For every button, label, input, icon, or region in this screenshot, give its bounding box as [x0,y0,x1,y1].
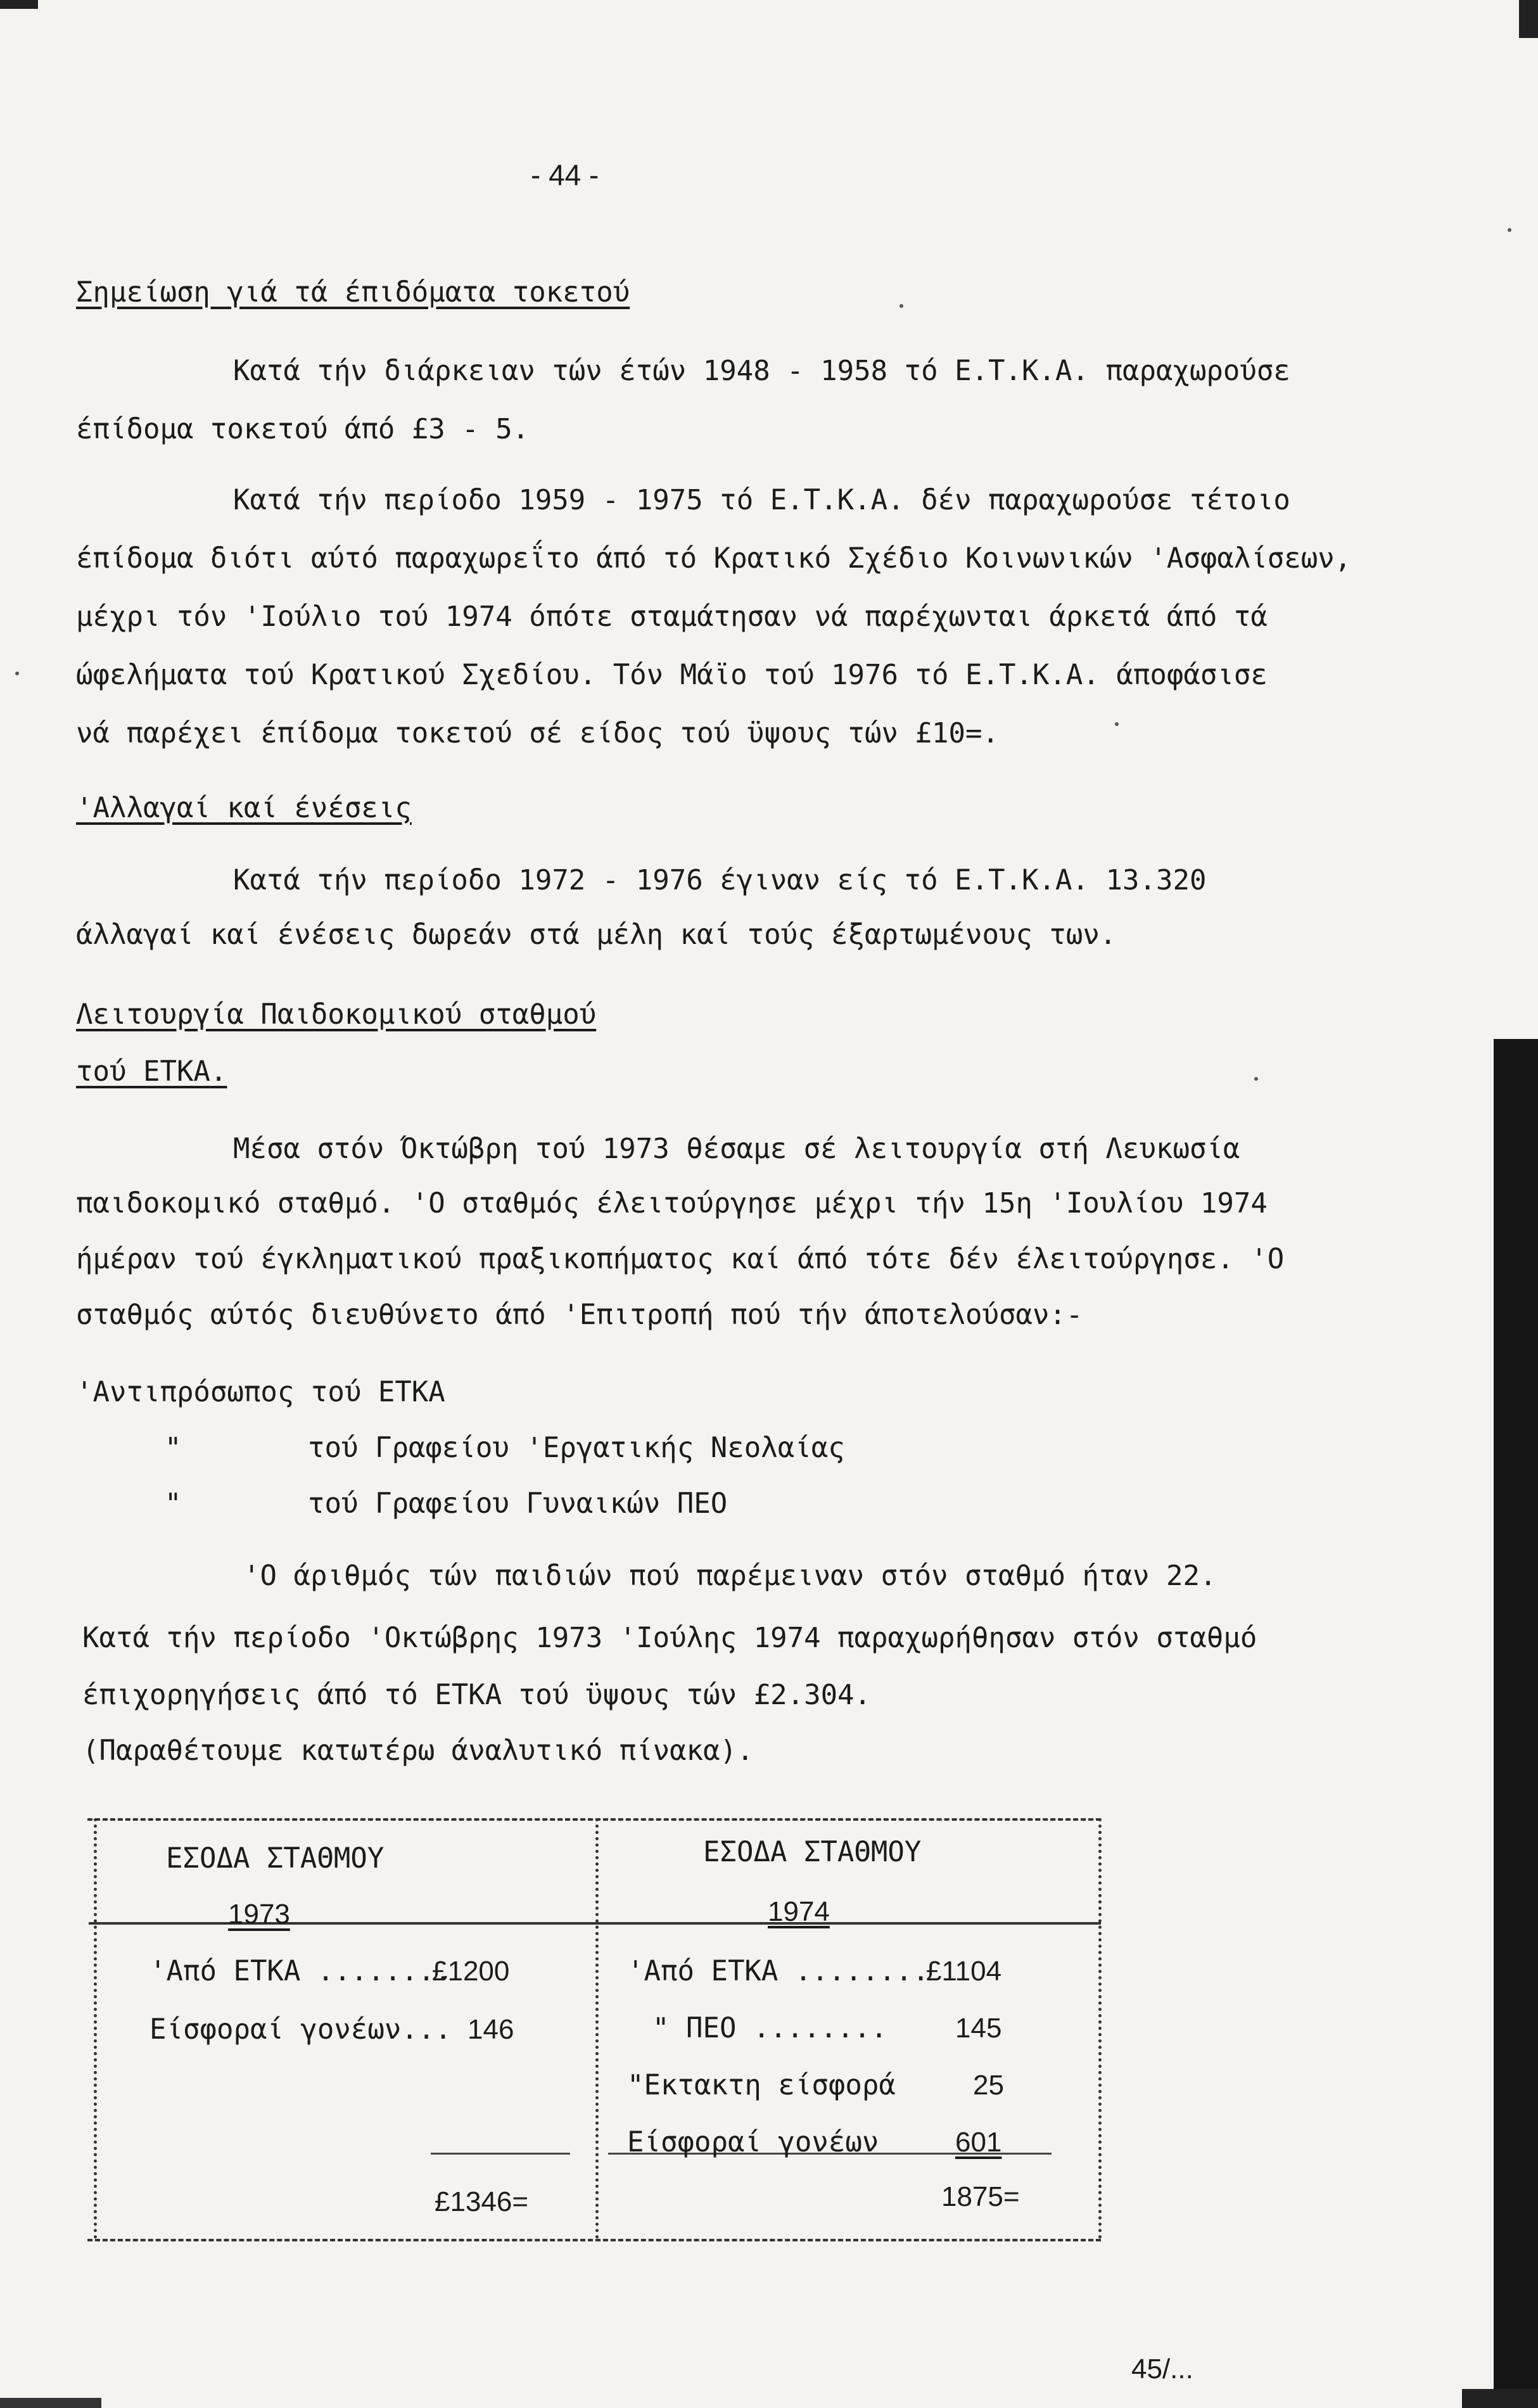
children-line4: (Παραθέτουμε κατωτέρω άναλυτικό πίνακα). [82,1735,754,1767]
table-left-border [94,1818,97,2239]
scan-shadow-right [1494,1039,1538,2408]
right-row-extra-label: "Εκτακτη είσφορά [627,2069,896,2101]
table-column-divider [595,1818,599,2239]
nursery-heading-line2: τού ΕΤΚΑ. [76,1055,227,1088]
right-total: 1875= [941,2181,1020,2212]
nursery-line2: παιδοκομικό σταθμό. 'Ο σταθμός έλειτούργησε μέχρι τήν 15η 'Ιουλίου 1974 [76,1187,1268,1220]
scan-speck [899,304,903,308]
maternity-para1-line1: Κατά τήν διάρκειαν τών έτών 1948 - 1958 τό Ε.Τ.Κ.Α. παραχωρούσε [233,355,1290,387]
changes-line2: άλλαγαί καί ένέσεις δωρεάν στά μέλη καί τούς έξαρτωμένους των. [76,919,1117,951]
scan-speck [15,672,19,675]
children-line1: 'Ο άριθμός τών παιδιών πού παρέμειναν στόν σταθμό ήταν 22. [243,1560,1217,1592]
left-row-parents-value: 146 [467,2014,514,2045]
nursery-line1: Μέσα στόν Όκτώβρη τού 1973 θέσαμε σέ λειτουργία στή Λευκωσία [233,1133,1240,1165]
right-row-etka-value: £1104 [926,1956,1002,1987]
right-row-peo-label: " ΠΕΟ ........ [652,2012,887,2044]
maternity-para2-line3: μέχρι τόν 'Ιούλιο τού 1974 όπότε σταμάτησαν νά παρέχωνται άρκετά άπό τά [76,601,1268,633]
right-row-peo-value: 145 [955,2013,1002,2044]
table-right-border [1098,1818,1102,2239]
changes-line1: Κατά τήν περίοδο 1972 - 1976 έγιναν είς τό Ε.Τ.Κ.Α. 13.320 [233,864,1207,896]
nursery-heading-line1: Λειτουργία Παιδοκομικού σταθμού [76,998,597,1031]
scan-mark-bottom-left [0,2398,101,2408]
right-row-etka-label: 'Από ΕΤΚΑ ........ [627,1955,929,1987]
left-row-etka-value: £1200 [432,1956,510,1987]
page-number: - 44 - [531,158,599,191]
maternity-para2-line1: Κατά τήν περίοδο 1959 - 1975 τό Ε.Τ.Κ.Α. δέν παραχωρούσε τέτοιο [233,484,1290,516]
children-line3: έπιχορηγήσεις άπό τό ΕΤΚΑ τού ϋψους τών £2.304. [82,1679,872,1711]
maternity-heading: Σημείωση γιά τά έπιδόματα τοκετού [76,276,630,309]
right-row-parents-label: Είσφοραί γονέων [627,2126,879,2158]
table-right-header: ΕΣΟΔΑ ΣΤΑΘΜΟΥ [703,1836,922,1868]
left-row-parents-label: Είσφοραί γονέων... [149,2013,452,2046]
scan-speck [1508,228,1511,232]
scan-speck [1254,1077,1258,1081]
table-left-year: 1973 [228,1899,290,1930]
maternity-para2-line2: έπίδομα διότι αύτό παραχωρεΐτο άπό τό Κρατικό Σχέδιο Κοινωνικών 'Ασφαλίσεων, [76,542,1352,575]
nursery-line4: σταθμός αύτός διευθύνετο άπό 'Επιτροπή πού τήν άποτελούσαν:- [76,1299,1083,1331]
left-total: £1346= [435,2186,529,2217]
children-line2: Κατά τήν περίοδο 'Οκτώβρης 1973 'Ιούλης 1974 παραχωρήθησαν στόν σταθμό [82,1622,1257,1654]
nursery-line3: ήμέραν τού έγκληματικού πραξικοπήματος καί άπό τότε δέν έλειτούργησε. 'Ο [76,1243,1285,1275]
scan-speck [1115,722,1119,726]
table-total-rule-left [431,2153,570,2155]
committee-member-1: 'Αντιπρόσωπος τού ΕΤΚΑ [76,1376,445,1408]
footer-continuation: 45/... [1131,2354,1193,2385]
maternity-para2-line4: ώφελήματα τού Κρατικού Σχεδίου. Τόν Μάϊο τού 1976 τό Ε.Τ.Κ.Α. άποφάσισε [76,659,1268,691]
changes-heading: 'Αλλαγαί καί ένέσεις [76,792,412,824]
right-row-extra-value: 25 [973,2070,1004,2101]
table-left-header: ΕΣΟΔΑ ΣΤΑΘΜΟΥ [166,1842,385,1875]
scan-mark-top-right [1519,0,1538,38]
scan-mark-top-left [0,0,38,9]
table-right-year: 1974 [768,1896,830,1927]
ditto-mark-1: " [165,1432,182,1464]
committee-member-2: τού Γραφείου 'Εργατικής Νεολαίας [308,1432,845,1464]
scan-mark-bottom-right [1462,2389,1538,2408]
committee-member-3: τού Γραφείου Γυναικών ΠΕΟ [308,1487,728,1520]
ditto-mark-2: " [165,1487,182,1520]
left-row-etka-label: 'Από ΕΤΚΑ ........ [149,1955,452,1987]
right-row-parents-value: 601 [955,2127,1002,2158]
maternity-para1-line2: έπίδομα τοκετού άπό £3 - 5. [76,413,530,445]
maternity-para2-line5: νά παρέχει έπίδομα τοκετού σέ είδος τού ϋψους τών £10=. [76,717,999,749]
